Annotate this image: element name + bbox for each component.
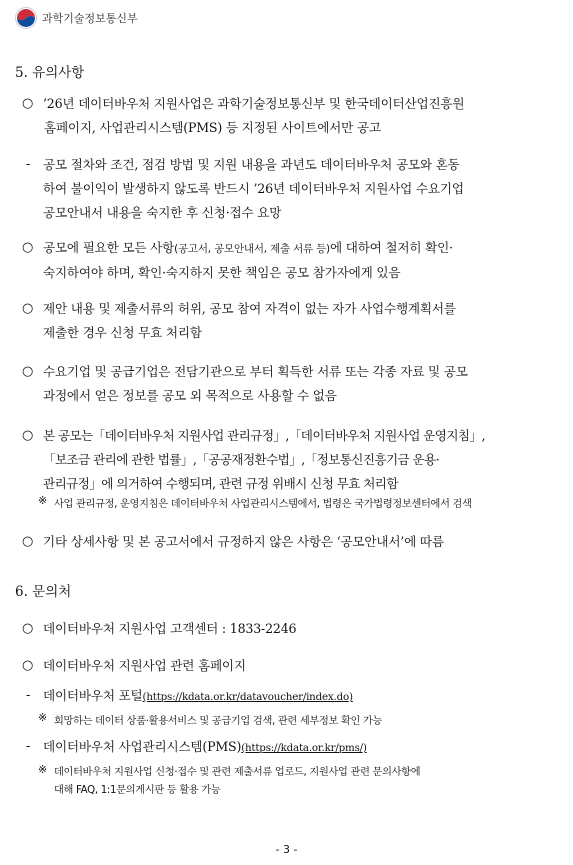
- section-5-title: 5. 유의사항: [15, 65, 85, 81]
- notice-item-1: ’26년 데이터바우처 지원사업은 과학기술정보통신부 및 한국데이터산업진흥원 홈페이지, 사업관리시스템(PMS) 등 지정된 사이트에서만 공고: [43, 96, 465, 135]
- org-name: 과학기술정보통신부: [42, 12, 138, 25]
- page-number: - 3 -: [275, 843, 298, 856]
- note-mark: ※: [38, 711, 48, 724]
- bullet-dash: -: [26, 739, 31, 754]
- notice-item-7: 기타 상세사항 및 본 공고서에서 규정하지 않은 사항은 ‘공모안내서’에 따름: [43, 534, 444, 549]
- bullet-circle: ○: [22, 301, 34, 316]
- bullet-dash: -: [26, 157, 31, 172]
- bullet-circle: ○: [22, 96, 34, 111]
- bullet-circle: ○: [22, 658, 34, 673]
- notice-item-5: 수요기업 및 공급기업은 전담기관으로 부터 획득한 서류 또는 각종 자료 및 공모 과정에서 얻은 정보를 공모 외 목적으로 사용할 수 없음: [43, 364, 468, 403]
- header: [14, 6, 138, 30]
- portal-link[interactable]: (https://kdata.or.kr/datavoucher/index.do): [142, 691, 353, 703]
- call-center: 데이터바우처 지원사업 고객센터 : 1833-2246: [43, 621, 297, 636]
- pms-note: 데이터바우처 지원사업 신청·접수 및 관련 제출서류 업로드, 지원사업 관련 문의사항에 대해 FAQ, 1:1문의게시판 등 활용 가능: [54, 767, 421, 796]
- notice-note: 사업 관리규정, 운영지침은 데이터바우처 사업관리시스템에서, 법령은 국가법령정보센터에서 검색: [54, 499, 472, 510]
- pms-link[interactable]: (https://kdata.or.kr/pms/): [241, 742, 367, 754]
- bullet-circle: ○: [22, 364, 34, 379]
- bullet-circle: ○: [22, 621, 34, 636]
- bullet-circle: ○: [22, 534, 34, 549]
- government-logo-icon: [14, 6, 38, 30]
- notice-subitem: 공모 절차와 조건, 점검 방법 및 지원 내용을 과년도 데이터바우처 공모와 혼동 하여 불이익이 발생하지 않도록 반드시 ’26년 데이터바우처 지원사업 수요기업 공모안내서 내용을 숙지한 후 신청·접수 요망: [43, 157, 464, 220]
- bullet-circle: ○: [22, 240, 34, 255]
- portal-line: 데이터바우처 포털(https://kdata.or.kr/datavoucher/index.do): [43, 688, 353, 703]
- bullet-dash: -: [26, 688, 31, 703]
- bullet-circle: ○: [22, 428, 34, 443]
- notice-item-6: 본 공모는「데이터바우처 지원사업 관리규정」,「데이터바우처 지원사업 운영지침」, 「보조금 관리에 관한 법률」,「공공재정환수법」,「정보통신진흥기금 운용· 관리규정」에 의거하여 수행되며, 관련 규정 위배시 신청 무효 처리함: [43, 428, 485, 491]
- notice-item-3: 공모에 필요한 모든 사항(공고서, 공모안내서, 제출 서류 등)에 대하여 철저히 확인· 숙지하여야 하며, 확인·숙지하지 못한 책임은 공모 참가자에게 있음: [43, 240, 453, 280]
- homepage-heading: 데이터바우처 지원사업 관련 홈페이지: [43, 658, 246, 673]
- portal-note: 희망하는 데이터 상품·활용서비스 및 공급기업 검색, 관련 세부정보 확인 가능: [54, 716, 383, 727]
- section-6-title: 6. 문의처: [15, 584, 72, 600]
- note-mark: ※: [38, 494, 48, 507]
- note-mark: ※: [38, 763, 48, 776]
- notice-item-4: 제안 내용 및 제출서류의 허위, 공모 참여 자격이 없는 자가 사업수행계획서를 제출한 경우 신청 무효 처리함: [43, 301, 456, 340]
- pms-line: 데이터바우처 사업관리시스템(PMS)(https://kdata.or.kr/pms/): [43, 739, 367, 754]
